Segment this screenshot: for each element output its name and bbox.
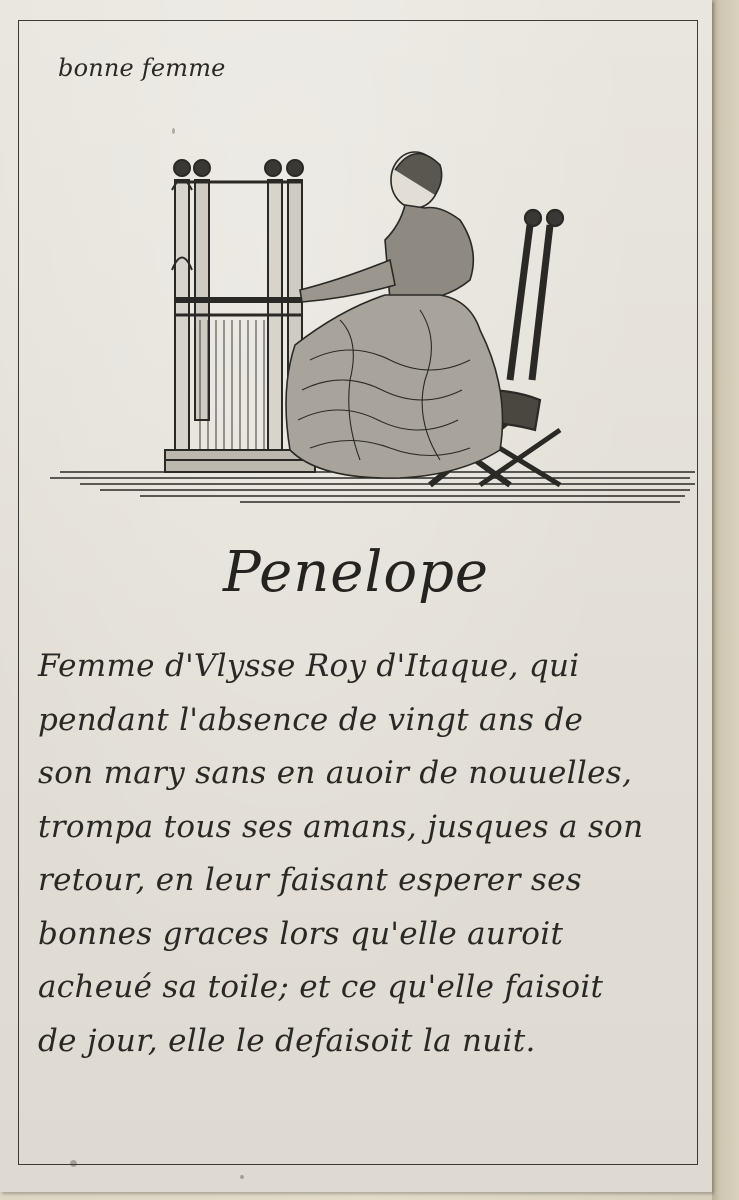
seated-woman xyxy=(286,152,503,478)
corner-label: bonne femme xyxy=(58,54,226,82)
penelope-weaving-illustration xyxy=(40,130,700,510)
caption-line: pendant l'absence de vingt ans de xyxy=(38,701,584,738)
caption-line: son mary sans en auoir de nouuelles, xyxy=(38,755,633,791)
print-title: Penelope xyxy=(222,540,490,605)
paper-speck xyxy=(172,128,175,134)
caption-line: acheué sa toile; et ce qu'elle faisoit xyxy=(38,969,604,1005)
caption-line: retour, en leur faisant esperer ses xyxy=(38,862,582,898)
mount-edge xyxy=(712,0,739,1200)
caption-text xyxy=(38,640,698,1068)
caption-line: trompa tous ses amans, jusques a son xyxy=(38,808,644,845)
caption-line: de jour, elle le defaisoit la nuit. xyxy=(38,1022,536,1059)
paper-speck xyxy=(70,1160,77,1167)
caption-line: Femme d'Vlysse Roy d'Itaque, qui xyxy=(38,648,580,684)
caption-line: bonnes graces lors qu'elle auroit xyxy=(38,915,564,952)
paper-speck xyxy=(240,1175,244,1179)
